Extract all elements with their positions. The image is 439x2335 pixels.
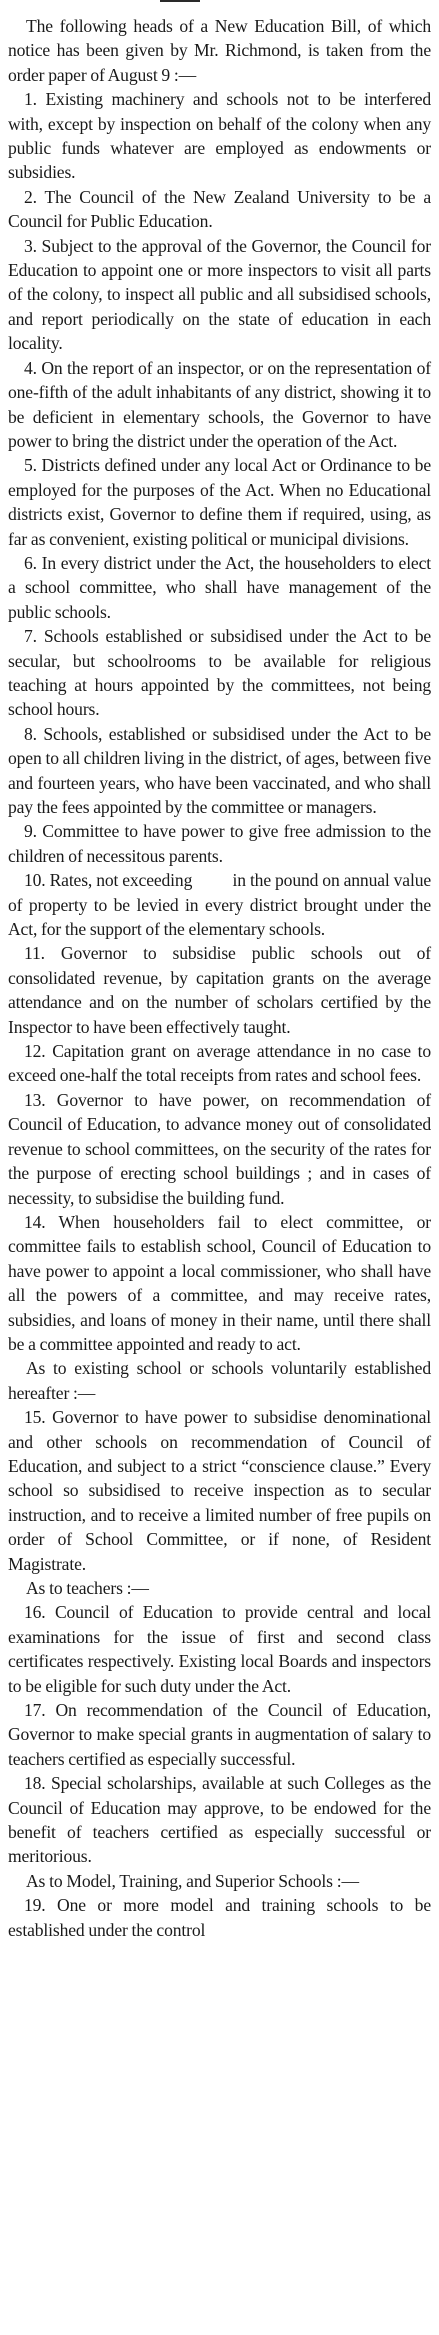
clause-2: 2. The Council of the New Zealand University to be a Council for Public Education. bbox=[8, 186, 431, 232]
clause-8: 8. Schools, established or subsidised under the Act to be open to all children living in the district, of ages, between five and fourteen years, who have been vaccinated, and who shall pay the fees appointed by the committee or managers. bbox=[8, 723, 431, 817]
section-heading-existing-schools: As to existing school or schools voluntarily established hereafter :— bbox=[8, 1358, 431, 1403]
clause-9: 9. Committee to have power to give free admission to the children of necessitous parents. bbox=[8, 821, 431, 866]
article-column bbox=[8, 14, 435, 1942]
clause-19: 19. One or more model and training schools to be established under the control bbox=[8, 1895, 431, 1940]
clause-18: 18. Special scholarships, available at such Colleges as the Council of Education may approve, to be endowed for the benefit of teachers certified as especially successful or meritorious. bbox=[8, 1773, 431, 1867]
clause-1: 1. Existing machinery and schools not to be interfered with, except by inspection on behalf of the colony when any public funds whatever are employed as endowments or subsidies. bbox=[8, 89, 431, 183]
section-heading-teachers: As to teachers :— bbox=[26, 1578, 149, 1598]
clause-14: 14. When householders fail to elect committee, or committee fails to establish school, Council of Education to have power to appoint a local commissioner, who shall have all the powers of a committee, and may receive rates, subsidies, and loans of money in their name, until there shall be a committee appointed and ready to act. bbox=[8, 1211, 431, 1354]
section-heading-model-schools: As to Model, Training, and Superior Schools :— bbox=[26, 1870, 359, 1891]
clause-11: 11. Governor to subsidise public schools out of consolidated revenue, by capitation grants on the average attendance and on the number of scholars certified by the Inspector to have been effectively taught. bbox=[8, 943, 431, 1037]
article-intro: The following heads of a New Education Bill, of which notice has been given by Mr. Richmond, is taken from the order paper of August 9 :— bbox=[8, 16, 431, 85]
clause-10: 10. Rates, not exceeding in the pound on annual value of property to be levied in every district brought under the Act, for the support of the elementary schools. bbox=[8, 870, 435, 940]
clause-13: 13. Governor to have power, on recommendation of Council of Education, to advance money out of consolidated revenue to school committees, on the security of the rates for the purpose of erecting school buildings ; and in cases of necessity, to subsidise the building fund. bbox=[8, 1089, 431, 1208]
clause-4: 4. On the report of an inspector, or on the representation of one-fifth of the adult inhabitants of any district, showing it to be deficient in elementary schools, the Governor to have power to bring the district under the operation of the Act. bbox=[8, 357, 431, 451]
clause-12: 12. Capitation grant on average attendance in no case to exceed one-half the total receipts from rates and school fees. bbox=[8, 1041, 431, 1086]
clause-7: 7. Schools established or subsidised under the Act to be secular, but schoolrooms to be available for religious teaching at hours appointed by the committees, not being school hours. bbox=[8, 626, 431, 720]
clause-15: 15. Governor to have power to subsidise denominational and other schools on recommendation of Council of Education, and subject to a strict “conscience clause.” Every school so subsidised to receive inspection as to secular instruction, and to receive a limited number of free pupils on order of School Committee, or if none, of Resident Magistrate. bbox=[8, 1407, 431, 1574]
clause-17: 17. On recommendation of the Council of Education, Governor to make special grants in augmentation of salary to teachers certified as especially successful. bbox=[8, 1700, 431, 1769]
clause-5: 5. Districts defined under any local Act or Ordinance to be employed for the purposes of the Act. When no Educational districts exist, Governor to define them if required, using, as far as convenient, existing political or municipal divisions. bbox=[8, 455, 431, 549]
top-rule bbox=[160, 0, 200, 2]
clause-16: 16. Council of Education to provide central and local examinations for the issue of first and second class certificates respectively. Existing local Boards and inspectors to be eligible for such duty under the Act. bbox=[8, 1602, 431, 1696]
clause-6: 6. In every district under the Act, the householders to elect a school committee, who shall have management of the public schools. bbox=[8, 552, 431, 622]
clause-3: 3. Subject to the approval of the Governor, the Council for Education to appoint one or more inspectors to visit all parts of the colony, to inspect all public and all subsidised schools, and report periodically on the state of education in each locality. bbox=[8, 235, 431, 354]
